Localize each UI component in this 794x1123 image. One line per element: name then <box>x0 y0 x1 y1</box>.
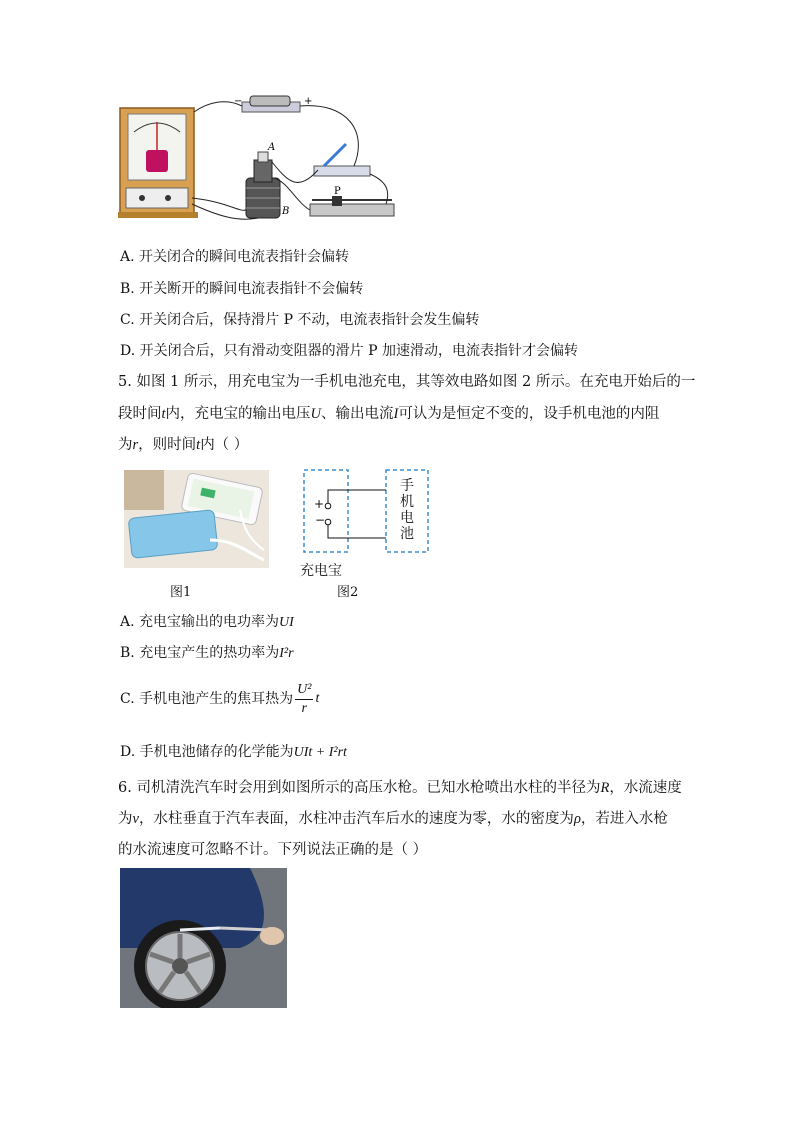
q4-option-b: B. 开关断开的瞬间电流表指针不会偏转 <box>120 281 364 297</box>
galvanometer-terminal-minus <box>165 195 171 201</box>
q4-option-d: D. 开关闭合后，只有滑动变阻器的滑片 P 加速滑动，电流表指针才会偏转 <box>120 343 578 359</box>
q5-stem-line3 <box>118 435 248 455</box>
q5-figure2-caption: 图2 <box>337 585 359 600</box>
q6-car-wash-photo <box>120 868 287 1008</box>
q6-text: 为 <box>118 811 133 827</box>
q6-var-rho: ρ <box>573 811 581 827</box>
q5-stem-line2 <box>118 404 659 424</box>
terminal-plus <box>325 503 331 509</box>
q5-option-c-denominator: r <box>301 700 307 716</box>
q6-text: ，水柱垂直于汽车表面，水柱冲击汽车后水的速度为零，水的密度为 <box>138 811 574 827</box>
q5-option-c-text: C. 手机电池产生的焦耳热为 <box>120 691 294 707</box>
fig2-battery-char: 机 <box>400 494 414 510</box>
q4-apparatus-svg <box>118 92 398 224</box>
q5-text: 内，充电宝的输出电压 <box>165 406 311 422</box>
q5-var-r: r <box>132 437 139 453</box>
q4-apparatus-figure <box>118 92 398 224</box>
fig2-minus-label: − <box>315 513 326 527</box>
q5-figure2-circuit <box>300 468 434 578</box>
coil-b-label: B <box>282 206 290 217</box>
q6-var-r: R <box>600 780 610 796</box>
terminal-minus <box>325 519 331 525</box>
q5-option-c <box>120 680 319 718</box>
fig2-battery-char: 电 <box>400 510 414 526</box>
fig2-power-bank-label: 充电宝 <box>300 563 342 579</box>
switch-lever <box>324 144 346 166</box>
q4-option-c: C. 开关闭合后，保持滑片 P 不动，电流表指针会发生偏转 <box>120 312 480 328</box>
q5-option-b <box>120 643 294 664</box>
q5-text: ，则时间 <box>138 437 197 453</box>
q6-text: 6. 司机清洗汽车时会用到如图所示的高压水枪。已知水枪喷出水柱的半径为 <box>118 780 601 796</box>
q6-photo-svg <box>120 868 287 1008</box>
fig2-battery-char: 手 <box>400 478 414 494</box>
q6-stem-line3: 的水流速度可忽略不计。下列说法正确的是（ ） <box>118 842 428 858</box>
q4-option-a: A. 开关闭合的瞬间电流表指针会偏转 <box>120 249 350 265</box>
q5-option-d-expr: UIt + I²rt <box>293 745 347 760</box>
q5-option-b-text: B. 充电宝产生的热功率为 <box>120 645 280 661</box>
fig2-battery-label <box>399 478 415 542</box>
battery-cell <box>250 96 290 106</box>
q5-figure1-photo <box>124 470 269 568</box>
q6-stem-line2 <box>118 809 668 829</box>
q5-option-a-expr: UI <box>279 615 294 630</box>
q5-option-d-text: D. 手机电池储存的化学能为 <box>120 744 294 760</box>
galvanometer-terminal-plus <box>139 195 145 201</box>
battery-plus-label: + <box>304 96 313 107</box>
q5-option-c-numerator: U² <box>295 681 313 700</box>
q5-figure1-caption: 图1 <box>170 585 192 600</box>
q5-stem-line1: 5. 如图 1 所示，用充电宝为一手机电池充电，其等效电路如图 2 所示。在充电开始后的一 <box>118 374 696 390</box>
q5-option-b-expr: I²r <box>279 646 294 661</box>
q5-text: 、输出电流 <box>321 406 394 422</box>
power-bank-box <box>304 470 348 552</box>
galvanometer-base-panel <box>126 188 188 208</box>
q5-option-d <box>120 742 347 763</box>
q5-option-c-tail: t <box>315 691 320 706</box>
rheostat-slider <box>332 196 342 206</box>
battery-minus-label: − <box>234 96 243 107</box>
q5-var-u: U <box>310 406 322 422</box>
hand <box>260 927 284 945</box>
q6-stem-line1 <box>118 778 682 798</box>
fig2-battery-char: 池 <box>400 526 414 542</box>
switch-base <box>314 166 370 176</box>
fig2-plus-label: + <box>314 497 325 511</box>
q5-figure1-svg <box>124 470 269 568</box>
coil-a <box>254 160 272 182</box>
q5-var-t: t <box>196 437 201 453</box>
q5-option-a <box>120 612 294 633</box>
q6-var-v: v <box>132 811 139 827</box>
q6-text: ，水流速度 <box>609 780 682 796</box>
power-bank <box>128 510 218 559</box>
rheostat-body <box>310 204 394 216</box>
q5-text: 段时间 <box>118 406 162 422</box>
spray-wand <box>220 928 270 930</box>
q5-text: 为 <box>118 437 133 453</box>
q5-var-i: I <box>393 406 399 422</box>
q5-text: 内（ ） <box>200 437 249 453</box>
q6-text: ，若进入水枪 <box>580 811 668 827</box>
rheostat-slider-label: P <box>334 186 341 197</box>
q5-option-c-fraction <box>295 681 313 718</box>
coil-a-label: A <box>268 142 276 153</box>
q5-var-t: t <box>161 406 166 422</box>
q5-option-a-text: A. 充电宝输出的电功率为 <box>120 614 280 630</box>
q5-text: 可认为是恒定不变的，设手机电池的内阻 <box>398 406 660 422</box>
water-jet <box>180 928 220 930</box>
galvanometer-magnet <box>146 150 168 172</box>
